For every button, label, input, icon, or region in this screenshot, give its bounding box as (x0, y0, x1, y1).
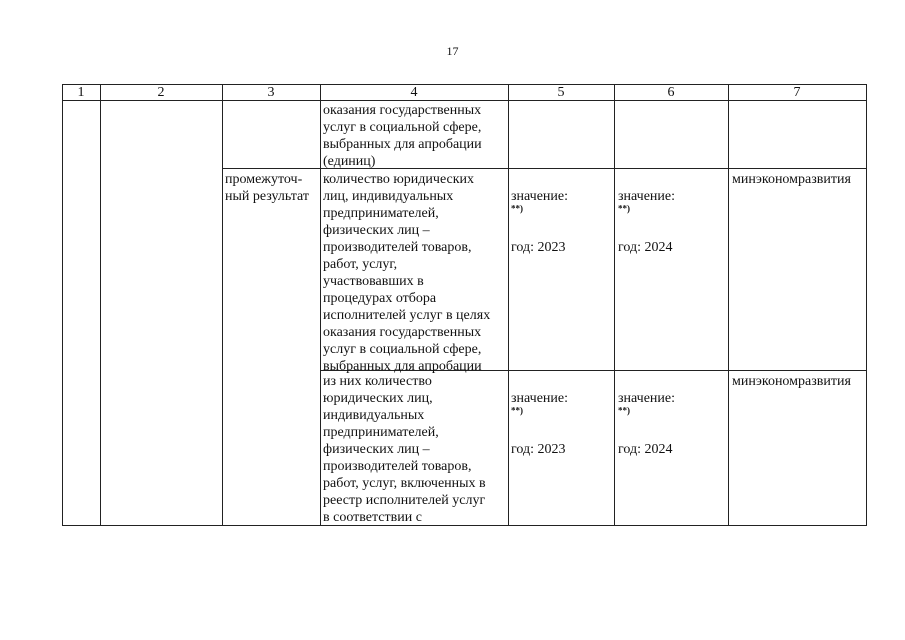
col-border-3 (320, 84, 321, 526)
header-bottom-border (62, 100, 866, 101)
table-top-border (62, 84, 866, 85)
row-separator-1 (222, 168, 866, 169)
header-col-3: 3 (267, 85, 275, 100)
year-label: год: 2023 (511, 442, 566, 457)
year-label: год: 2024 (618, 442, 673, 457)
year-label: год: 2024 (618, 240, 673, 255)
header-col-1: 1 (77, 85, 85, 100)
col-border-0 (62, 84, 63, 526)
subset-value-2023 (511, 373, 613, 458)
intermediate-responsible: минэкономразвития (732, 172, 851, 187)
col-border-7 (866, 84, 867, 526)
result-type-label: промежуточ- ный результат (225, 172, 309, 204)
footnote-mark: **) (511, 203, 523, 214)
value-label: значение: (618, 391, 676, 406)
footnote-mark: **) (618, 203, 630, 214)
subset-value-2024 (618, 373, 726, 458)
continuation-indicator-text: оказания государственных услуг в социальной сфере, выбранных для апробации (единиц) (323, 103, 482, 169)
col-border-2 (222, 84, 223, 526)
intermediate-value-2023 (511, 171, 613, 256)
year-label: год: 2023 (511, 240, 566, 255)
header-col-7: 7 (793, 85, 801, 100)
footnote-mark: **) (511, 405, 523, 416)
value-label: значение: (511, 189, 569, 204)
col-border-5 (614, 84, 615, 526)
subset-responsible: минэкономразвития (732, 374, 851, 389)
footnote-mark: **) (618, 405, 630, 416)
col-border-6 (728, 84, 729, 526)
intermediate-value-2024 (618, 171, 726, 256)
intermediate-indicator-text: количество юридических лиц, индивидуальных предпринимателей, физических лиц – производителей товаров, работ, услуг, участвовавших в процедурах отбора исполнителей услуг в целях оказания государственных услуг в социальной сфере, выбранных для апробации (323, 172, 491, 374)
value-label: значение: (618, 189, 676, 204)
page-number: 17 (446, 44, 459, 58)
header-col-6: 6 (667, 85, 675, 100)
header-col-2: 2 (157, 85, 165, 100)
col-border-1 (100, 84, 101, 526)
header-col-4: 4 (410, 85, 418, 100)
value-label: значение: (511, 391, 569, 406)
header-col-5: 5 (557, 85, 565, 100)
subset-indicator-text: из них количество юридических лиц, индивидуальных предпринимателей, физических лиц – производителей товаров, работ, услуг, включенных в реестр исполнителей услуг в соответствии с (323, 374, 486, 525)
